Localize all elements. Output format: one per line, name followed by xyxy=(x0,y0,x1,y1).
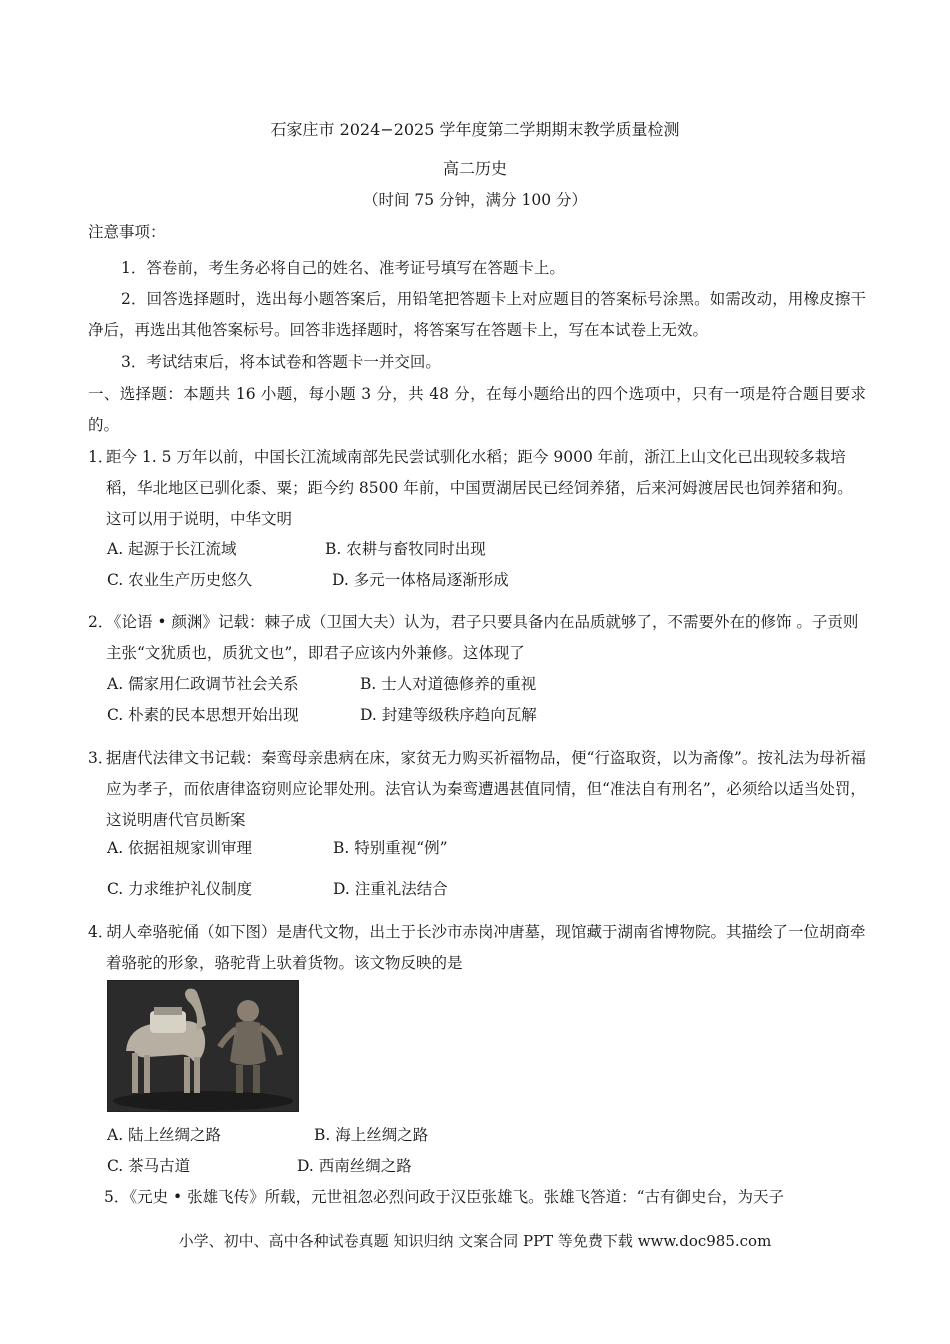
exam-subject: 高二历史 xyxy=(442,159,507,178)
notice-item-2: 2．回答选择题时，选出每小题答案后，用铅笔把答题卡上对应题目的答案标号涂黑。如需改动，用橡皮擦干净后，再选出其他答案标号。回答非选择题时，将答案写在答题卡上，写在本试卷上无效。 xyxy=(88,290,866,339)
exam-time-note: （时间 75 分钟，满分 100 分） xyxy=(362,191,588,209)
question-stem: 《论语 • 颜渊》记载：棘子成（卫国大夫）认为，君子只要具备内在品质就够了，不需要外在的修饰 。子贡则主张“文犹质也，质犹文也”，即君子应该内外兼修。这体现了 xyxy=(106,613,859,662)
q4-option-d[interactable]: D. 西南丝绸之路 xyxy=(297,1157,412,1175)
question-4 xyxy=(88,917,866,979)
question-stem: 据唐代法律文书记载：秦鸾母亲患病在床，家贫无力购买祈福物品，便“行盗取资，以为斋像”。按礼法为母祈福应为孝子，而依唐律盗窃则应论罪处刑。法官认为秦鸾遭遇甚值同情，但“准法自有刑名”，必须给以适当处罚，这说明唐代官员断案 xyxy=(106,749,866,829)
q2-option-d[interactable]: D. 封建等级秩序趋向瓦解 xyxy=(360,706,537,724)
question-stem: 距今 1. 5 万年以前，中国长江流域南部先民尝试驯化水稻；距今 9000 年前，浙江上山文化已出现较多栽培稻，华北地区已驯化黍、粟；距今约 8500 年前，中国贾湖居民已经饲养猪，后来河姆渡居民也饲养猪和狗。这可以用于说明，中华文明 xyxy=(106,448,853,528)
question-number: 4． xyxy=(88,923,114,941)
question-number: 5． xyxy=(104,1188,130,1206)
notice-heading: 注意事项： xyxy=(88,223,166,241)
exam-title: 石家庄市 2024−2025 学年度第二学期期末教学质量检测 xyxy=(270,120,680,139)
q1-option-c[interactable]: C. 农业生产历史悠久 xyxy=(107,571,253,589)
q1-option-a[interactable]: A. 起源于长江流域 xyxy=(107,540,237,558)
q2-option-c[interactable]: C. 朴素的民本思想开始出现 xyxy=(107,706,299,724)
q3-option-c[interactable]: C. 力求维护礼仪制度 xyxy=(107,880,253,898)
q3-option-a[interactable]: A. 依据祖规家训审理 xyxy=(107,839,253,857)
question-3 xyxy=(88,743,866,836)
notice-item-3: 3．考试结束后，将本试卷和答题卡一并交回。 xyxy=(121,353,441,371)
q2-option-a[interactable]: A. 儒家用仁政调节社会关系 xyxy=(107,675,299,693)
question-number: 2． xyxy=(88,613,114,631)
q4-option-c[interactable]: C. 茶马古道 xyxy=(107,1157,191,1175)
question-5 xyxy=(104,1185,784,1207)
q1-option-b[interactable]: B. 农耕与畜牧同时出现 xyxy=(325,540,486,558)
question-stem: 《元史 • 张雄飞传》所载，元世祖忽必烈问政于汉臣张雄飞。张雄飞答道：“古有御史台，为天子 xyxy=(129,1188,785,1206)
q4-option-b[interactable]: B. 海上丝绸之路 xyxy=(314,1126,429,1144)
question-2 xyxy=(88,607,866,669)
page-footer: 小学、初中、高中各种试卷真题 知识归纳 文案合同 PPT 等免费下载 www.doc985.com xyxy=(178,1232,772,1250)
question-number: 1． xyxy=(88,448,114,466)
question-stem: 胡人牵骆驼俑（如下图）是唐代文物，出土于长沙市赤岗冲唐墓，现馆藏于湖南省博物院。其描绘了一位胡商牵着骆驼的形象，骆驼背上驮着货物。该文物反映的是 xyxy=(106,923,866,972)
camel-figurine-photo xyxy=(107,980,299,1112)
q3-option-b[interactable]: B. 特别重视“例” xyxy=(333,839,448,857)
q4-option-a[interactable]: A. 陆上丝绸之路 xyxy=(107,1126,222,1144)
question-number: 3． xyxy=(88,749,114,767)
notice-item-1: 1．答卷前，考生务必将自己的姓名、准考证号填写在答题卡上。 xyxy=(121,259,565,277)
section-intro: 一、选择题：本题共 16 小题，每小题 3 分，共 48 分，在每小题给出的四个选项中，只有一项是符合题目要求的。 xyxy=(88,385,866,434)
question-1 xyxy=(88,442,866,535)
camel-figurine-drawing xyxy=(108,981,298,1111)
q1-option-d[interactable]: D. 多元一体格局逐渐形成 xyxy=(332,571,509,589)
q3-option-d[interactable]: D. 注重礼法结合 xyxy=(333,880,448,898)
q2-option-b[interactable]: B. 士人对道德修养的重视 xyxy=(360,675,537,693)
